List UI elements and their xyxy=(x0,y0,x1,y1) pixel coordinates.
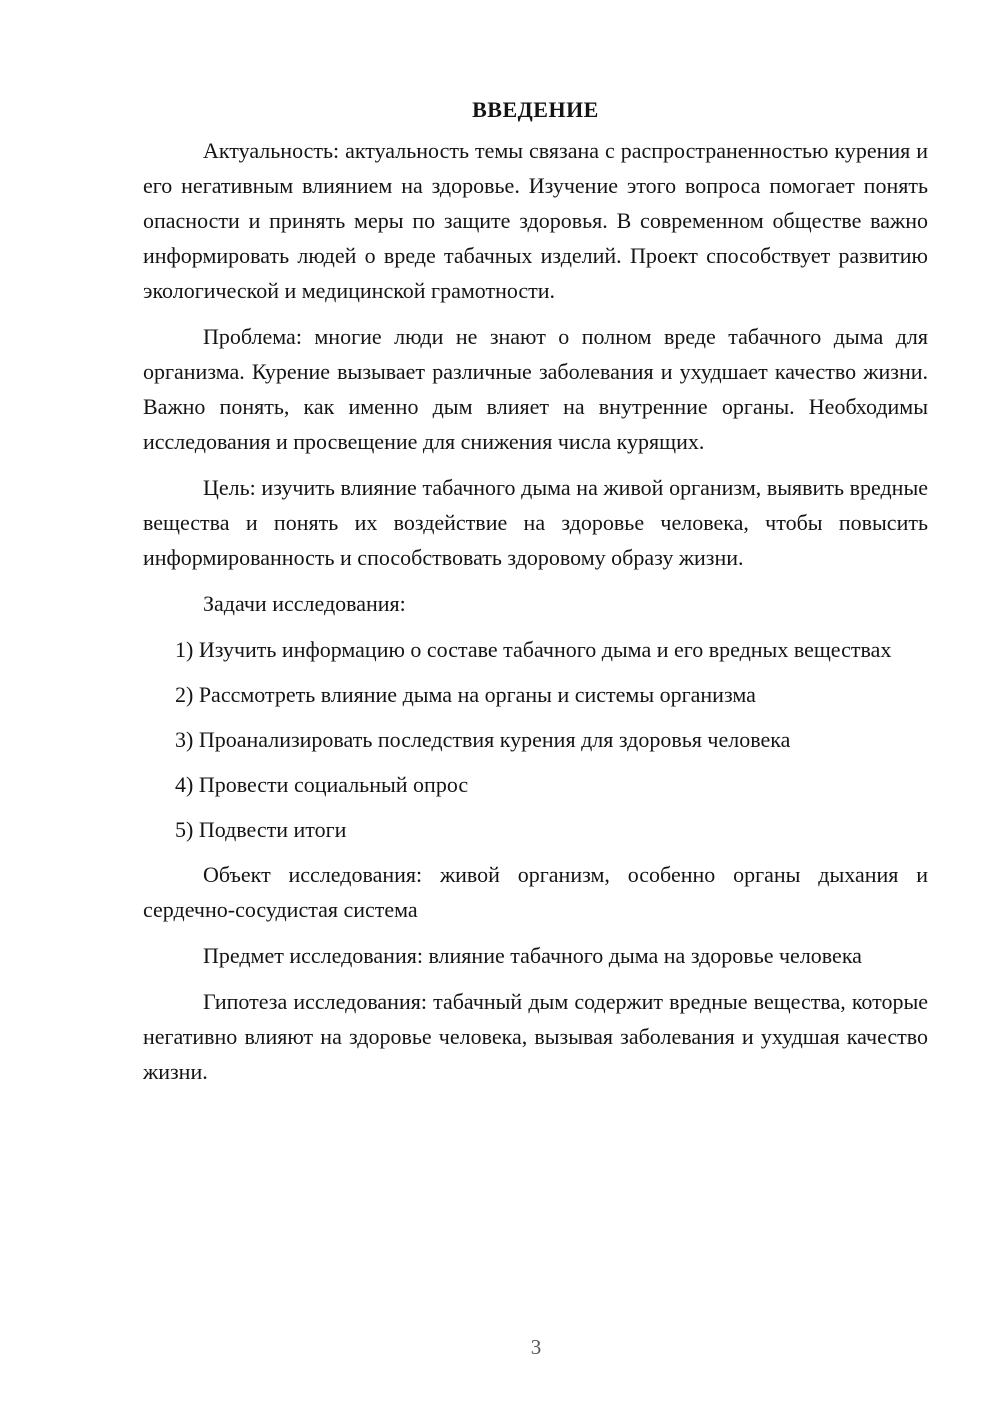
list-item-task-1: 1) Изучить информацию о составе табачного дыма и его вредных веществах xyxy=(175,637,892,662)
list-item-task-5: 5) Подвести итоги xyxy=(175,817,347,842)
paragraph-relevance: Актуальность: актуальность темы связана с распространенностью курения и его негативным влиянием на здоровье. Изучение этого вопроса помогает понять опасности и принять меры по защите здоровья. В современном обществе важно информировать людей о вреде табачных изделий. Проект способствует развитию экологической и медицинской грамотности. xyxy=(143,138,928,303)
paragraph-subject: Предмет исследования: влияние табачного дыма на здоровье человека xyxy=(203,943,862,968)
tasks-list xyxy=(143,632,928,847)
page-content xyxy=(143,95,928,1100)
paragraph-hypothesis: Гипотеза исследования: табачный дым содержит вредные вещества, которые негативно влияют на здоровье человека, вызывая заболевания и ухудшая качество жизни. xyxy=(143,989,928,1084)
page-title: ВВЕДЕНИЕ xyxy=(472,97,599,122)
paragraph-goal: Цель: изучить влияние табачного дыма на живой организм, выявить вредные вещества и понять их воздействие на здоровье человека, чтобы повысить информированность и способствовать здоровому образу жизни. xyxy=(143,475,928,570)
tasks-heading: Задачи исследования: xyxy=(203,591,406,616)
paragraph-object: Объект исследования: живой организм, особенно органы дыхания и сердечно-сосудистая система xyxy=(143,862,928,922)
paragraph-problem: Проблема: многие люди не знают о полном вреде табачного дыма для организма. Курение вызывает различные заболевания и ухудшает качество жизни. Важно понять, как именно дым влияет на внутренние органы. Необходимы исследования и просвещение для снижения числа курящих. xyxy=(143,324,928,454)
list-item-task-3: 3) Проанализировать последствия курения для здоровья человека xyxy=(175,727,791,752)
list-item-task-4: 4) Провести социальный опрос xyxy=(175,772,469,797)
page-number: 3 xyxy=(530,1335,542,1359)
list-item-task-2: 2) Рассмотреть влияние дыма на органы и системы организма xyxy=(175,682,756,707)
